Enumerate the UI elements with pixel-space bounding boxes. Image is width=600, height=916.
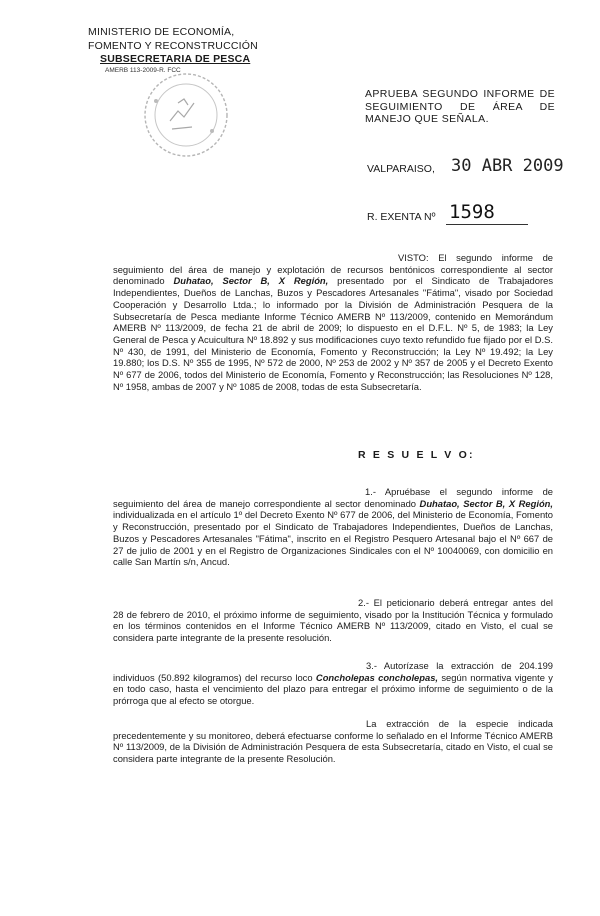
date-city: VALPARAISO, xyxy=(367,163,435,175)
resolution-item-1 xyxy=(113,486,553,568)
item-1-text-a: 1.- Apruébase el segundo informe de seguimiento del área de manejo correspondiente al sector denominado xyxy=(113,486,553,509)
ministry-name-2: FOMENTO Y RECONSTRUCCIÓN xyxy=(88,40,258,52)
visto-sector: Duhatao, Sector B, X Región, xyxy=(173,275,329,287)
resolution-item-4 xyxy=(113,718,553,765)
agency-name: SUBSECRETARIA DE PESCA xyxy=(100,53,251,65)
resolution-item-2 xyxy=(113,597,553,644)
resolution-label: R. EXENTA Nº xyxy=(367,211,436,223)
resolution-number: 1598 xyxy=(449,201,495,223)
item-4-text: La extracción de la especie indicada precedentemente y su monitoreo, deberá efectuarse conforme lo señalado en el Informe Técnico AMERB Nº 113/2009, de la División de Administración Pesquera de esta Subsecretaría, citado en Visto, el cual se considera parte integrante de la presente Resolución. xyxy=(113,718,553,765)
item-2-text: 2.- El peticionario deberá entregar antes del 28 de febrero de 2010, el próximo informe de seguimiento, visado por la Institución Técnica y formulado en los términos contenidos en el Informe Técnico AMERB Nº 113/2009, citado en Visto, el cual se considera parte integrante de la presente resolución. xyxy=(113,597,553,644)
resolution-underline xyxy=(446,224,528,225)
resuelvo-heading: R E S U E L V O: xyxy=(358,449,475,461)
document-title: APRUEBA SEGUNDO INFORME DE SEGUIMIENTO DE ÁREA DE MANEJO QUE SEÑALA. xyxy=(365,88,555,125)
item-1-sector: Duhatao, Sector B, X Región, xyxy=(419,497,553,509)
stamp-reference: AMERB 113-2009-R. FCC xyxy=(105,67,181,74)
item-3-species: Concholepas concholepas, xyxy=(315,671,439,683)
item-3-text-b: según normativa vigente y en todo caso, hasta el vencimiento del plazo para entregar el próximo informe de seguimiento o de la prórroga que al efecto se otorgue. xyxy=(113,671,553,707)
visto-text-2: presentado por el Sindicato de Trabajadores Independientes, Dueños de Lanchas, Buzos y Pescadores Artesanales "Fátima", visado por Sociedad Cooperación y Desarrollo Ltda.; lo informado por la División de Administración Pesquera de la Subsecretaría de Pesca mediante Informe Técnico AMERB Nº 113/2009, contenido en Memorándum AMERB Nº 113/2009, de fecha 21 de abril de 2009; lo dispuesto en el D.F.L. Nº 5, de 1983; la Ley General de Pesca y Acuicultura Nº 18.892 y sus modificaciones cuyo texto refundido fue fijado por el D.S. Nº 430, de 1991, del Ministerio de Economía, Fomento y Reconstrucción; la Ley Nº 19.492; la Ley 19.880; los D.S. Nº 355 de 1995, Nº 572 de 2000, Nº 253 de 2002 y Nº 357 de 2005 y el Decreto Exento Nº 677 de 2006, todos del Ministerio de Economía, Fomento y Reconstrucción; las Resoluciones Nº 128, Nº 1958, ambas de 2007 y Nº 1085 de 2008, todas de esta Subsecretaría. xyxy=(113,275,554,392)
visto-paragraph xyxy=(113,252,553,392)
item-1-text-b: individualizada en el artículo 1º del Decreto Exento Nº 677 de 2006, del Ministerio de Economía, Fomento y Reconstrucción, presentado por el Sindicato de Trabajadores Independientes, Dueños de Lanchas, Buzos y Pescadores Artesanales "Fátima", inscrito en el Registro Pesquero Artesanal bajo el Nº 667 de 27 de julio de 2001 y en el Registro de Organizaciones Sindicales con el Nº 10040069, con domicilio en calle San Martín s/n, Ancud. xyxy=(113,509,553,568)
office-seal-stamp xyxy=(142,71,230,159)
ministry-name: MINISTERIO DE ECONOMÍA, xyxy=(88,26,235,38)
visto-text-1: El segundo informe de seguimiento del área de manejo y explotación de recursos bentónicos correspondiente al sector denominado xyxy=(113,252,553,287)
resolution-item-3 xyxy=(113,660,553,707)
date-stamp: 30 ABR 2009 xyxy=(451,156,564,176)
item-3-text-a: 3.- Autorízase la extracción de 204.199 individuos (50.892 kilogramos) del recurso loco xyxy=(113,660,553,683)
visto-lead: VISTO: xyxy=(398,252,429,263)
